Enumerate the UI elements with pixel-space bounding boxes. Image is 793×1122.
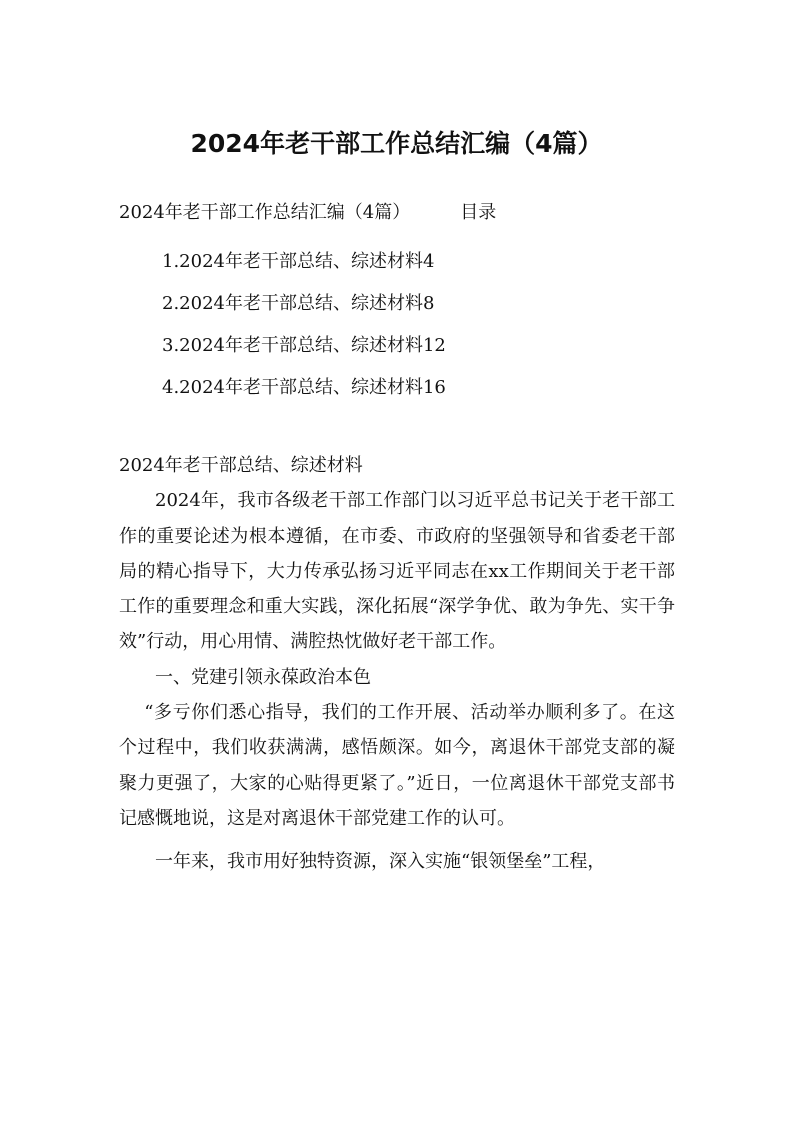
quote-paragraph: “多亏你们悉心指导，我们的工作开展、活动举办顺利多了。在这个过程中，我们收获满满，感悟颇深。如今，离退休干部党支部的凝聚力更强了，大家的心贴得更紧了。”近日，一位离退休干部党支部书记感慨地说，这是对离退休干部党建工作的认可。 xyxy=(119,702,675,829)
document-title: 2024年老干部工作总结汇编（4篇） xyxy=(190,129,603,158)
toc-header xyxy=(119,199,496,227)
toc-entry: 2.2024年老干部总结、综述材料8 xyxy=(162,293,435,314)
section-heading: 一、党建引领永葆政治本色 xyxy=(155,666,371,688)
toc-entry: 4.2024年老干部总结、综述材料16 xyxy=(162,377,446,398)
intro-paragraph: 2024年，我市各级老干部工作部门以习近平总书记关于老干部工作的重要论述为根本遵循，在市委、市政府的坚强领导和省委老干部局的精心指导下，大力传承弘扬习近平同志在xx工作期间关于老干部工作的重要理念和重大实践，深化拓展“深学争优、敢为争先、实干争效”行动，用心用情、满腔热忱做好老干部工作。 xyxy=(119,490,675,653)
toc-list xyxy=(162,241,446,409)
toc-entry: 3.2024年老干部总结、综述材料12 xyxy=(162,335,446,356)
toc-label: 目录 xyxy=(460,202,497,223)
toc-entry: 1.2024年老干部总结、综述材料4 xyxy=(162,251,435,272)
article-body xyxy=(119,448,675,880)
body-paragraph: 一年来，我市用好独特资源，深入实施“银领堡垒”工程， xyxy=(155,851,606,873)
toc-heading: 2024年老干部工作总结汇编（4篇） xyxy=(119,202,411,223)
article-subtitle: 2024年老干部总结、综述材料 xyxy=(119,455,363,476)
